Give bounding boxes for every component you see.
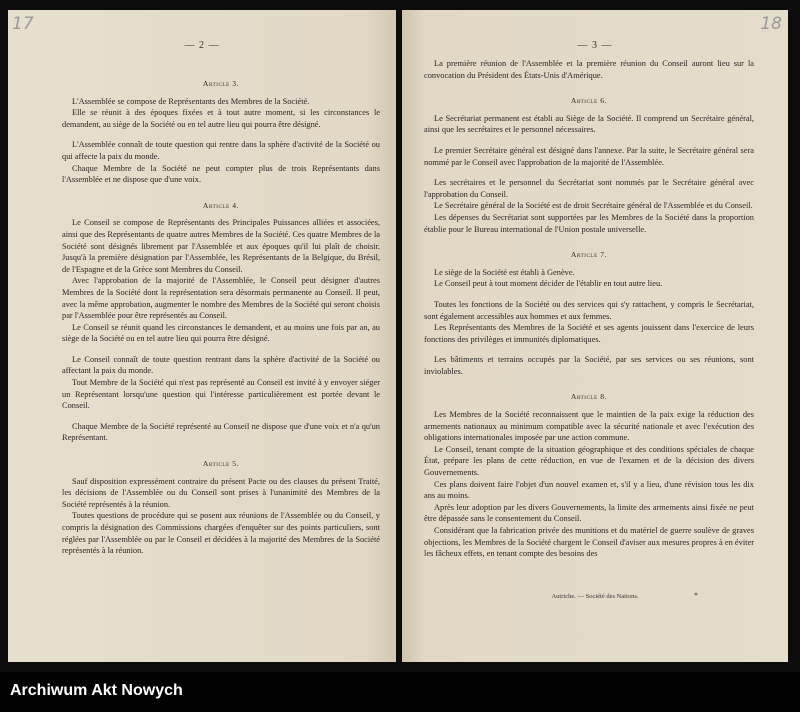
right-page-intro: La première réunion de l'Assemblée et la première réunion du Conseil auront lieu sur la convocation du Président des États-Unis d'Amérique.	[424, 59, 754, 80]
paragraph-gap	[424, 168, 754, 177]
right-page-body	[424, 58, 754, 560]
paragraph: Le Conseil peut à tout moment décider de l'établir en tout autre lieu.	[434, 279, 663, 289]
right-page-pencil-number: 18	[760, 14, 782, 34]
paragraph-gap	[424, 290, 754, 299]
paragraph: Tout Membre de la Société qui n'est pas représenté au Conseil est invité à y envoyer siéger un Représentant lorsqu'une question qui l'intéresse particulièrement est portée devant le Conseil.	[62, 378, 380, 411]
article-heading: Article 6.	[570, 96, 608, 106]
paragraph: Le Conseil se compose de Représentants des Principales Puissances alliées et associées, ainsi que des Représentants de quatre autres Membres de la Société. Ces quatre Membres de la Société sont désignés librement par l'Assemblée et aux époques qu'il lui plaît de choisir. Jusqu'à la première désignation par l'Assemblée, les Représentants de la Belgique, du Brésil, de l'Espagne et de la Grèce sont Membres du Conseil.	[62, 218, 380, 274]
paragraph: Les Représentants des Membres de la Société et ses agents jouissent dans l'exercice de leurs fonctions des privilèges et immunités diplomatiques.	[424, 323, 754, 344]
paragraph: Le Conseil connaît de toute question rentrant dans la sphère d'activité de la Société ou affectant la paix du monde.	[62, 354, 380, 376]
left-page-pencil-number: 17	[12, 14, 34, 34]
paragraph-gap	[424, 345, 754, 354]
paragraph: Considérant que la fabrication privée des munitions et du matériel de guerre soulève de graves objections, les Membres de la Société chargent le Conseil d'aviser aux mesures propres à en éviter les fâcheux effets, en tenant compte des besoins des	[424, 526, 754, 559]
paragraph: Toutes questions de procédure qui se posent aux réunions de l'Assemblée ou du Conseil, y compris la désignation des Commissions chargées d'enquêter sur des points particuliers, sont réglées par l'Assemblée ou par le Conseil et décidées à la majorité des Membres de la Société représentés à la réunion.	[62, 511, 380, 556]
paragraph: Le Secrétariat permanent est établi au Siège de la Société. Il comprend un Secrétaire général, ainsi que les secrétaires et le personnel nécessaires.	[424, 113, 754, 135]
article-heading: Article 8.	[570, 392, 608, 402]
paragraph: Chaque Membre de la Société représenté au Conseil ne dispose que d'une voix et n'a qu'un Représentant.	[62, 421, 380, 443]
paragraph: Après leur adoption par les divers Gouvernements, la limite des armements ainsi fixée ne peut être dépassée sans le consentement du Conseil.	[424, 502, 754, 524]
paragraph-gap	[62, 412, 380, 421]
paragraph: Ces plans doivent faire l'objet d'un nouvel examen et, s'il y a lieu, d'une révision tous les dix ans au moins.	[424, 479, 754, 501]
article-heading: Article 5.	[202, 459, 240, 469]
paragraph: L'Assemblée se compose de Représentants des Membres de la Société.	[72, 96, 310, 106]
paragraph: Le Conseil, tenant compte de la situation géographique et des conditions spéciales de chaque État, prépare les plans de cette réduction, en vue de l'examen et de la décision des divers Gouvernements.	[424, 444, 754, 478]
paragraph-gap	[62, 345, 380, 354]
paragraph: Le Secrétaire général de la Société est de droit Secrétaire général de l'Assemblée et du Conseil.	[434, 201, 753, 211]
left-page	[8, 10, 396, 662]
paragraph: Les bâtiments et terrains occupés par la Société, par ses services ou ses réunions, sont inviolables.	[424, 355, 754, 376]
left-page-body	[62, 64, 380, 557]
article-heading: Article 3.	[202, 79, 240, 88]
paragraph: Les Membres de la Société reconnaissent que le maintien de la paix exige la réduction des armements nationaux au minimum compatible avec la sécurité nationale et avec l'exécution des obligations internationales imposée par une action commune.	[424, 410, 754, 443]
paragraph: Chaque Membre de la Société ne peut compter plus de trois Représentants dans l'Assemblée et ne dispose que d'une voix.	[62, 163, 380, 185]
archive-name: Archiwum Akt Nowych	[10, 682, 183, 699]
paragraph: Elle se réunit à des époques fixées et à tout autre moment, si les circonstances le demandent, au siège de la Société ou en tel autre lieu qui pourra être désigné.	[62, 108, 380, 129]
archive-bar	[0, 672, 800, 712]
article-heading: Article 7.	[570, 250, 608, 260]
paragraph: L'Assemblée connaît de toute question qui rentre dans la sphère d'activité de la Société ou qui affecte la paix du monde.	[62, 140, 380, 161]
paragraph-gap	[62, 130, 380, 139]
paragraph: Les secrétaires et le personnel du Secrétariat sont nommés par le Secrétaire général avec l'approbation du Conseil.	[424, 178, 754, 199]
right-page-footer: Autriche. — Société des Nations.	[551, 593, 639, 600]
left-page-folio: — 2 —	[184, 40, 220, 51]
right-page-footer-mark: *	[694, 591, 698, 600]
paragraph: Toutes les fonctions de la Société ou des services qui s'y rattachent, y compris le Secrétariat, sont également accessibles aux hommes et aux femmes.	[424, 299, 754, 321]
right-page-folio: — 3 —	[577, 40, 613, 51]
paragraph: Le premier Secrétaire général est désigné dans l'annexe. Par la suite, le Secrétaire général sera nommé par le Conseil avec l'approbation de la majorité de l'Assemblée.	[424, 145, 754, 167]
paragraph: Le siège de la Société est établi à Genève.	[434, 267, 575, 277]
right-page	[402, 10, 788, 662]
article-heading: Article 4.	[202, 200, 240, 210]
paragraph: Les dépenses du Secrétariat sont supportées par les Membres de la Société dans la proportion établie pour le Bureau international de l'Union postale universelle.	[424, 212, 754, 234]
paragraph: Sauf disposition expressément contraire du présent Pacte ou des clauses du présent Traité, les décisions de l'Assemblée ou du Conseil sont prises à l'unanimité des Membres de la Société représentés à la réunion.	[62, 476, 380, 509]
paragraph: Avec l'approbation de la majorité de l'Assemblée, le Conseil peut désigner d'autres Membres de la Société dont la représentation sera désormais permanente au Conseil. Il peut, avec la même approbation, augmenter le nombre des Membres de la Société qui seront choisis par l'Assemblée pour être représentés au Conseil.	[62, 276, 380, 321]
paragraph-gap	[424, 136, 754, 145]
paragraph: Le Conseil se réunit quand les circonstances le demandent, et au moins une fois par an, au siège de la Société ou en tel autre lieu qui pourra être désigné.	[62, 322, 380, 344]
